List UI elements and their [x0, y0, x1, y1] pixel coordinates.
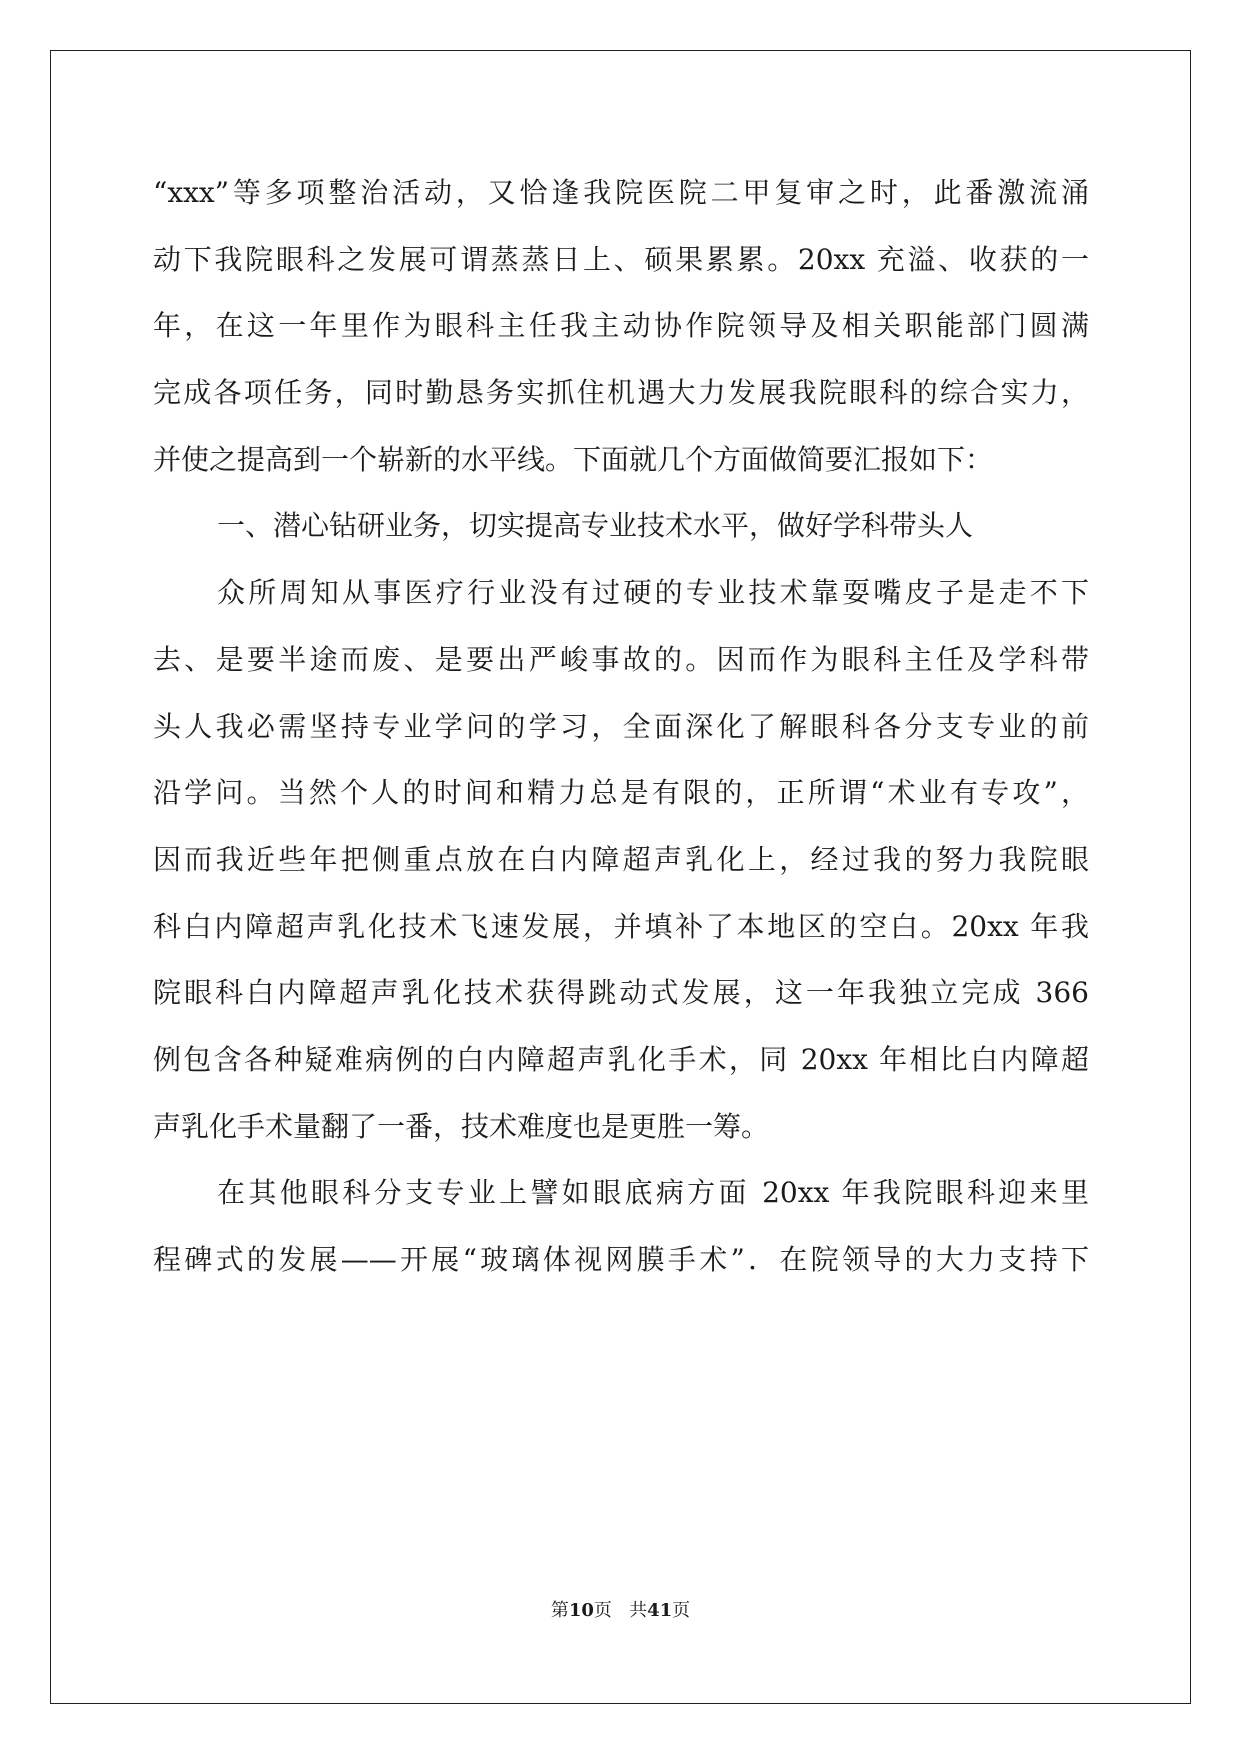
body-line-17: 程碑式的发展——开展“玻璃体视网膜手术”．在院领导的大力支持下	[153, 1243, 1089, 1276]
page-footer	[0, 1599, 1241, 1623]
footer-middle: 页 共	[593, 1600, 648, 1621]
body-line-13: 院眼科白内障超声乳化技术获得跳动式发展，这一年我独立完成 366	[153, 976, 1089, 1010]
body-line-3: 年，在这一年里作为眼科主任我主动协作院领导及相关职能部门圆满	[153, 309, 1089, 343]
body-line-16: 在其他眼科分支专业上譬如眼底病方面 20xx 年我院眼科迎来里	[217, 1176, 1089, 1210]
body-line-9: 头人我必需坚持专业学问的学习，全面深化了解眼科各分支专业的前	[153, 709, 1089, 743]
body-line-11: 因而我近些年把侧重点放在白内障超声乳化上，经过我的努力我院眼	[153, 842, 1089, 876]
document-body	[153, 160, 1089, 1294]
total-pages-number: 41	[647, 1600, 673, 1621]
body-line-2: 动下我院眼科之发展可谓蒸蒸日上、硕果累累。20xx 充溢、收获的一	[153, 242, 1089, 276]
body-line-1: “xxx”等多项整治活动，又恰逢我院医院二甲复审之时，此番激流涌	[153, 176, 1089, 209]
body-line-8: 去、是要半途而废、是要出严峻事故的。因而作为眼科主任及学科带	[153, 642, 1089, 676]
body-line-4: 完成各项任务，同时勤恳务实抓住机遇大力发展我院眼科的综合实力，	[153, 376, 1089, 410]
body-line-14: 例包含各种疑难病例的白内障超声乳化手术，同 20xx 年相比白内障超	[153, 1042, 1089, 1076]
body-line-7: 众所周知从事医疗行业没有过硬的专业技术靠耍嘴皮子是走不下	[217, 576, 1089, 610]
section-heading: 一、潜心钻研业务，切实提高专业技术水平，做好学科带头人	[217, 509, 974, 543]
body-line-10: 沿学问。当然个人的时间和精力总是有限的，正所谓“术业有专攻”，	[153, 776, 1089, 810]
footer-suffix: 页	[672, 1600, 691, 1621]
current-page-number: 10	[568, 1600, 594, 1621]
body-line-15: 声乳化手术量翻了一番，技术难度也是更胜一筹。	[153, 1109, 770, 1143]
body-line-12: 科白内障超声乳化技术飞速发展，并填补了本地区的空白。20xx 年我	[153, 909, 1089, 943]
body-line-5: 并使之提高到一个崭新的水平线。下面就几个方面做简要汇报如下：	[153, 442, 994, 476]
footer-prefix: 第	[550, 1600, 569, 1621]
